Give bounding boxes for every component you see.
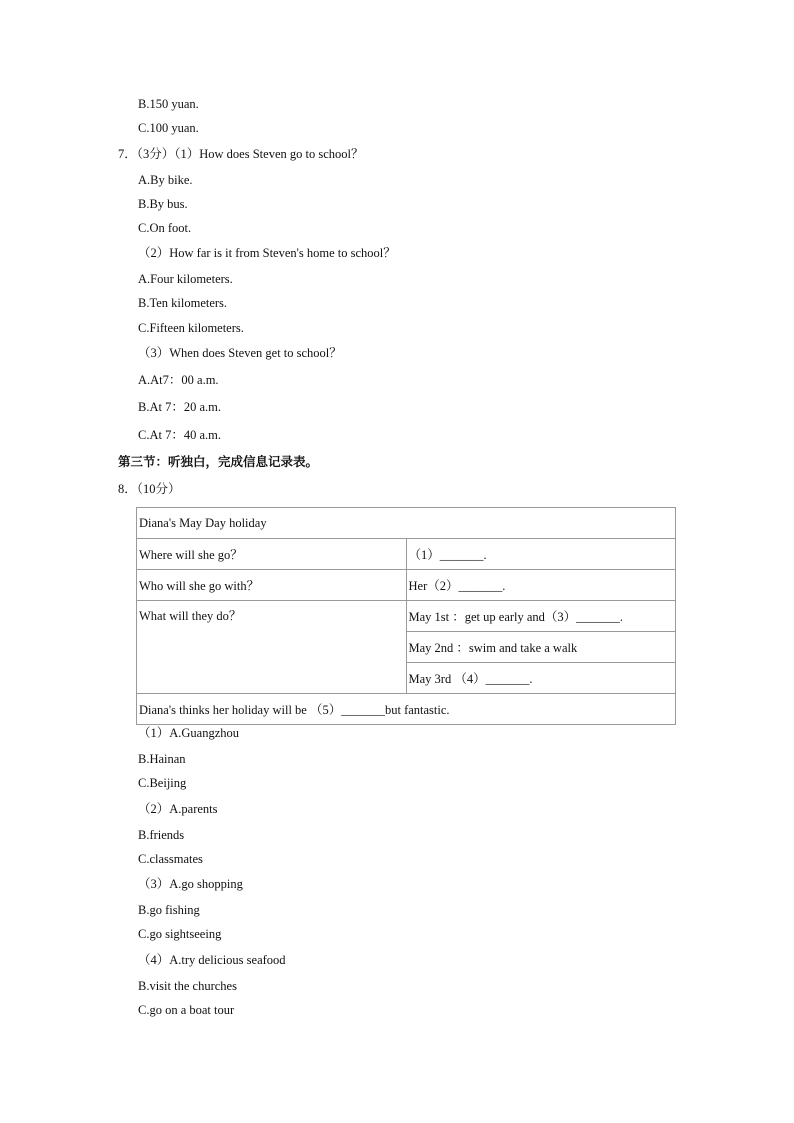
q8-header: 8．（10分） xyxy=(118,482,181,496)
q8-1-option-b: B.Hainan xyxy=(138,752,186,766)
where-label-cell: Where will she go？ xyxy=(137,539,407,570)
q7-header: 7．（3分）（1）How does Steven go to school？ xyxy=(118,147,364,161)
q8-3-question: （3）A.go shopping xyxy=(138,877,243,891)
q7-3-question: （3）When does Steven get to school？ xyxy=(138,346,342,360)
info-record-table xyxy=(136,507,676,725)
q7-2-option-a: A.Four kilometers. xyxy=(138,272,233,286)
q8-2-option-b: B.friends xyxy=(138,828,185,842)
who-blank-cell: Her（2）_______. xyxy=(406,570,676,601)
q7-3-option-c: C.At 7：40 a.m. xyxy=(138,428,221,442)
q7-2-option-c: C.Fifteen kilometers. xyxy=(138,321,244,335)
q8-2-option-c: C.classmates xyxy=(138,852,203,866)
table-row xyxy=(137,570,676,601)
q8-1-question: （1）A.Guangzhou xyxy=(138,726,240,740)
q7-1-option-c: C.On foot. xyxy=(138,221,192,235)
q8-3-option-c: C.go sightseeing xyxy=(138,927,222,941)
what-label-cell: What will they do？ xyxy=(137,601,407,694)
q8-3-option-b: B.go fishing xyxy=(138,903,200,917)
where-blank-cell: （1）_______. xyxy=(406,539,676,570)
may-3rd-cell: May 3rd （4）_______. xyxy=(406,663,676,694)
q7-1-option-a: A.By bike. xyxy=(138,173,193,187)
may-1st-cell: May 1st ：get up early and（3）_______. xyxy=(406,601,676,632)
q7-2-question: （2）How far is it from Steven's home to school？ xyxy=(138,246,396,260)
q8-4-question: （4）A.try delicious seafood xyxy=(138,953,286,967)
q8-1-option-c: C.Beijing xyxy=(138,776,187,790)
who-label-cell: Who will she go with？ xyxy=(137,570,407,601)
q6-option-c: C.100 yuan. xyxy=(138,121,199,135)
q7-3-option-b: B.At 7：20 a.m. xyxy=(138,400,221,414)
table-row xyxy=(137,508,676,539)
table-row xyxy=(137,601,676,632)
q6-option-b: B.150 yuan. xyxy=(138,97,199,111)
q7-3-option-a: A.At7：00 a.m. xyxy=(138,373,219,387)
may-2nd-cell: May 2nd ：swim and take a walk xyxy=(406,632,676,663)
q8-2-question: （2）A.parents xyxy=(138,802,218,816)
q7-1-option-b: B.By bus. xyxy=(138,197,188,211)
table-row xyxy=(137,694,676,725)
q7-2-option-b: B.Ten kilometers. xyxy=(138,296,228,310)
table-title-cell: Diana's May Day holiday xyxy=(137,508,676,539)
table-row xyxy=(137,539,676,570)
q8-4-option-b: B.visit the churches xyxy=(138,979,237,993)
summary-cell: Diana's thinks her holiday will be （5）_______but fantastic. xyxy=(137,694,676,725)
section-3-title: 第三节：听独白，完成信息记录表。 xyxy=(118,454,319,469)
q8-4-option-c: C.go on a boat tour xyxy=(138,1003,235,1017)
